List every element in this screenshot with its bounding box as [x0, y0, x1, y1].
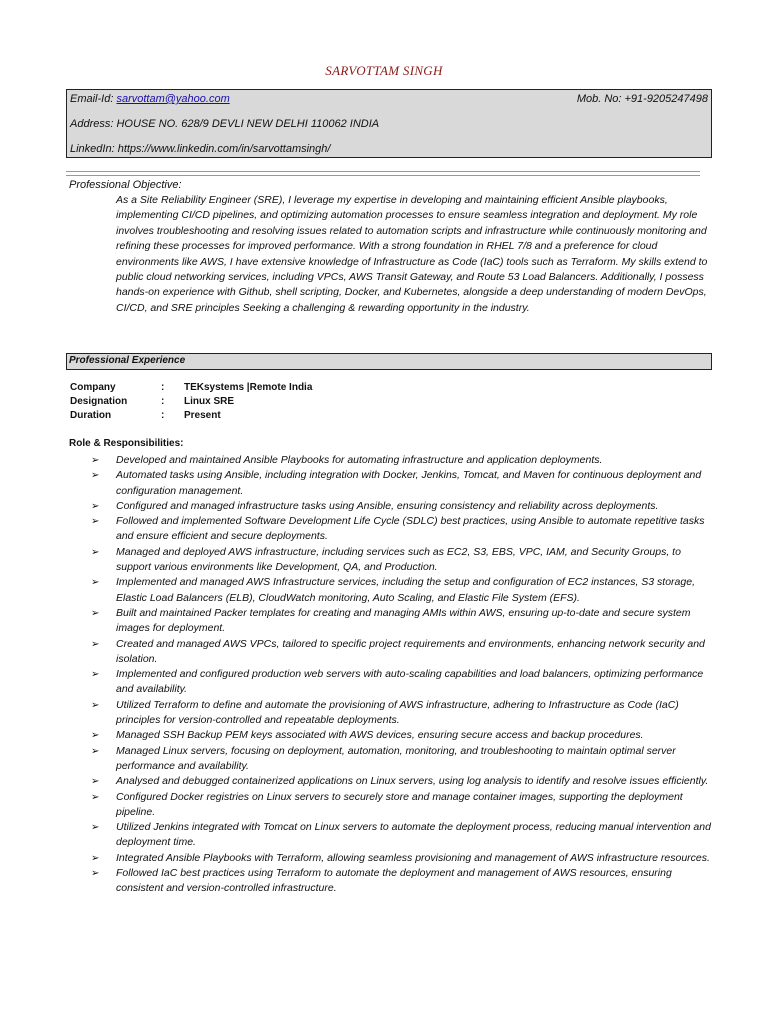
responsibility-text: Followed IaC best practices using Terraform to automate the deployment and management of AWS resources, ensuring consistent and version-controlled infrastructure.: [116, 867, 672, 895]
responsibility-text: Implemented and configured production web servers with auto-scaling capabilities and load balancers, optimizing performance and availability.: [116, 668, 704, 696]
responsibility-item: [91, 575, 711, 606]
linkedin: LinkedIn: https://www.linkedin.com/in/sarvottamsingh/: [70, 143, 331, 155]
experience-heading: Professional Experience: [69, 355, 186, 366]
responsibility-text: Utilized Jenkins integrated with Tomcat on Linux servers to automate the deployment process, reducing manual intervention and deployment time.: [116, 821, 711, 849]
field-colon: :: [161, 382, 165, 393]
experience-section-header: [66, 353, 712, 370]
responsibility-text: Created and managed AWS VPCs, tailored to specific project requirements and environments, enhancing network security and isolation.: [116, 637, 705, 665]
responsibility-item: [91, 606, 711, 637]
arrow-bullet-icon: ➢: [91, 516, 100, 528]
email-link[interactable]: sarvottam@yahoo.com: [116, 93, 230, 105]
arrow-bullet-icon: ➢: [91, 455, 100, 466]
arrow-bullet-icon: ➢: [91, 607, 100, 619]
responsibility-text: Automated tasks using Ansible, including integration with Docker, Jenkins, Tomcat, and Maven for continuous deployment and configuration management.: [116, 469, 702, 497]
responsibility-item: [91, 698, 711, 729]
responsibility-text: Built and maintained Packer templates for creating and managing AMIs within AWS, ensuring up-to-date and secure system images for deployment.: [116, 606, 691, 635]
responsibility-item: [91, 545, 711, 576]
divider: [66, 171, 700, 176]
responsibility-text: Configured Docker registries on Linux servers to securely store and manage container images, supporting the deployment pipeline.: [116, 790, 683, 818]
responsibility-item: [91, 667, 711, 698]
arrow-bullet-icon: ➢: [91, 546, 100, 558]
field-key: Designation: [70, 396, 128, 407]
arrow-bullet-icon: ➢: [91, 852, 100, 864]
responsibility-item: [91, 774, 711, 789]
responsibility-text: Configured and managed infrastructure tasks using Ansible, ensuring consistency and reliability across deployments.: [116, 499, 659, 512]
email-row: [70, 93, 230, 105]
objective-heading: Professional Objective:: [69, 179, 182, 191]
field-colon: :: [161, 396, 165, 407]
field-colon: :: [161, 410, 165, 421]
responsibility-text: Followed and implemented Software Development Life Cycle (SDLC) best practices, using Ansible to automate repetitive tasks and ensure efficient and secure deployments.: [116, 515, 705, 543]
arrow-bullet-icon: ➢: [91, 699, 100, 711]
responsibility-item: [91, 790, 711, 821]
responsibility-item: [91, 820, 711, 851]
arrow-bullet-icon: ➢: [91, 868, 100, 880]
responsibility-text: Managed Linux servers, focusing on deployment, automation, monitoring, and troubleshooting to maintain optimal server performance and availability.: [116, 744, 676, 772]
field-value: TEKsystems |Remote India: [184, 382, 313, 393]
field-value: Present: [184, 410, 221, 421]
responsibility-item: [91, 866, 711, 897]
arrow-bullet-icon: ➢: [91, 577, 100, 589]
objective-text: As a Site Reliability Engineer (SRE), I leverage my expertise in developing and maintaining efficient Ansible playbooks, implementing CI/CD pipelines, and optimizing automation processes to ensure seamless integration and deployment. My role involves troubleshooting and resolving issues related to automation scripts and infrastructure while continuously monitoring and refining these processes for improved performance. With a strong foundation in RHEL 7/8 and a preference for cloud environments like AWS, I have extensive knowledge of Infrastructure as Code (IaC) tools such as Terraform. My skills extend to public cloud networking services, including VPCs, AWS Transit Gateway, and Route 53 Load Balancers. Additionally, I possess hands-on experience with Github, shell scripting, Docker, and Kubernetes, alongside a deep understanding of modern DevOps, CI/CD, and SRE principles Seeking a challenging & rewarding opportunity in the industry.: [116, 194, 708, 314]
responsibility-item: [91, 637, 711, 668]
responsibility-text: Developed and maintained Ansible Playbooks for automating infrastructure and application deployments.: [116, 454, 603, 466]
field-key: Duration: [70, 410, 112, 421]
candidate-name: SARVOTTAM SINGH: [325, 63, 443, 78]
arrow-bullet-icon: ➢: [91, 500, 100, 512]
address: Address: HOUSE NO. 628/9 DEVLI NEW DELHI 110062 INDIA: [70, 118, 380, 130]
arrow-bullet-icon: ➢: [91, 730, 100, 742]
responsibility-item: [91, 499, 711, 514]
arrow-bullet-icon: ➢: [91, 822, 100, 834]
email-label: Email-Id:: [70, 93, 114, 105]
arrow-bullet-icon: ➢: [91, 638, 100, 650]
arrow-bullet-icon: ➢: [91, 745, 100, 757]
responsibility-text: Managed and deployed AWS infrastructure, including services such as EC2, S3, EBS, VPC, IAM, and Security Groups, to support various environments like Development, QA, and Production.: [116, 545, 681, 574]
responsibility-text: Integrated Ansible Playbooks with Terraform, allowing seamless provisioning and management of AWS infrastructure resources.: [116, 851, 710, 864]
responsibility-text: Utilized Terraform to define and automate the provisioning of AWS infrastructure, adhering to Infrastructure as Code (IaC) principles for version-controlled and repeatable deployments.: [116, 698, 679, 727]
responsibility-item: [91, 744, 711, 775]
field-key: Company: [70, 382, 116, 393]
responsibility-text: Analysed and debugged containerized applications on Linux servers, using log analysis to identify and resolve issues efficiently.: [116, 775, 709, 788]
roles-heading: Role & Responsibilities:: [69, 438, 184, 449]
responsibilities-list: [91, 453, 711, 897]
contact-box: [66, 89, 712, 158]
mobile-number: Mob. No: +91-9205247498: [576, 93, 708, 105]
responsibility-item: [91, 468, 711, 499]
arrow-bullet-icon: ➢: [91, 470, 100, 482]
responsibility-text: Managed SSH Backup PEM keys associated with AWS devices, ensuring secure access and backup procedures.: [116, 729, 644, 742]
arrow-bullet-icon: ➢: [91, 776, 100, 788]
arrow-bullet-icon: ➢: [91, 791, 100, 803]
field-value: Linux SRE: [184, 396, 235, 407]
responsibility-item: [91, 851, 711, 866]
responsibility-item: [91, 453, 711, 468]
arrow-bullet-icon: ➢: [91, 669, 100, 681]
responsibility-item: [91, 514, 711, 545]
responsibility-item: [91, 728, 711, 743]
responsibility-text: Implemented and managed AWS Infrastructure services, including the setup and configuration of EC2 instances, S3 storage, Elastic Load Balancers (ELB), CloudWatch monitoring, Auto Scaling, and Elastic File System (EFS).: [116, 576, 695, 604]
